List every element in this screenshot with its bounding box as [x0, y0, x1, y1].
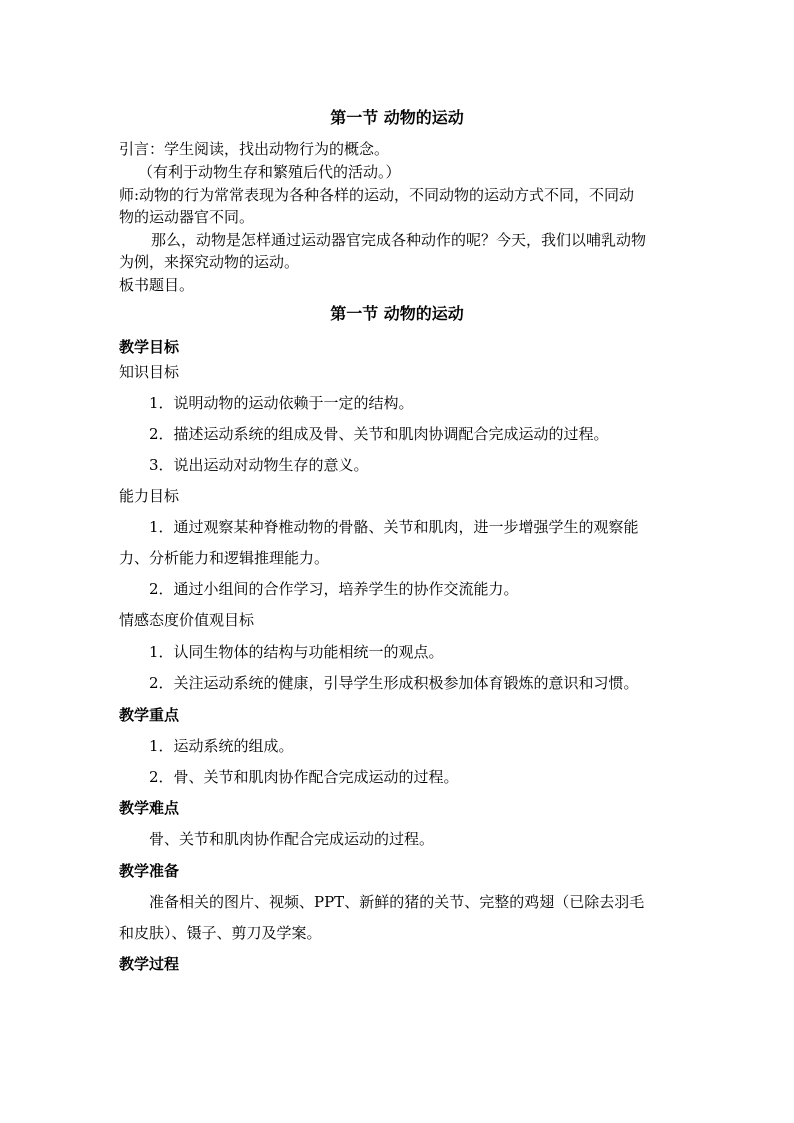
list-item-continuation: 力、分析能力和逻辑推理能力。 [119, 549, 330, 567]
intro-line: （有利于动物生存和繁殖后代的活动。） [138, 163, 401, 181]
intro-line: 引言：学生阅读，找出动物行为的概念。 [119, 140, 390, 158]
intro-line: 为例，来探究动物的运动。 [119, 253, 300, 271]
list-item: 1．通过观察某种脊椎动物的骨骼、关节和肌肉，进一步增强学生的观察能 [149, 518, 639, 536]
intro-line: 师:动物的行为常常表现为各种各样的运动，不同动物的运动方式不同，不同动 [119, 186, 635, 204]
preparation-line: 准备相关的图片、视频、PPT、新鲜的猪的关节、完整的鸡翅（已除去羽毛 [149, 893, 645, 911]
key-points-heading: 教学重点 [119, 706, 180, 724]
list-item: 1．认同生物体的结构与功能相统一的观点。 [149, 643, 444, 661]
intro-line: 物的运动器官不同。 [119, 208, 255, 226]
list-item: 3．说出运动对动物生存的意义。 [149, 456, 369, 474]
preparation-line: 和皮肤）、镊子、剪刀及学案。 [119, 924, 322, 942]
list-item: 1．运动系统的组成。 [149, 737, 294, 755]
list-item: 2．通过小组间的合作学习，培养学生的协作交流能力。 [149, 580, 519, 598]
process-heading: 教学过程 [119, 955, 180, 973]
intro-line: 那么，动物是怎样通过运动器官完成各种动作的呢？今天，我们以哺乳动物 [151, 231, 647, 249]
lesson-title: 第一节 动物的运动 [330, 108, 464, 127]
difficulty-text: 骨、关节和肌肉协作配合完成运动的过程。 [149, 830, 435, 848]
emotion-label: 情感态度价值观目标 [119, 611, 255, 629]
ability-label: 能力目标 [119, 487, 180, 505]
list-item: 1．说明动物的运动依赖于一定的结构。 [149, 394, 414, 412]
intro-line: 板书题目。 [119, 276, 195, 294]
difficulty-heading: 教学难点 [119, 799, 180, 817]
knowledge-label: 知识目标 [119, 363, 180, 381]
list-item: 2．关注运动系统的健康，引导学生形成积极参加体育锻炼的意识和习惯。 [149, 674, 639, 692]
goals-heading: 教学目标 [119, 338, 180, 356]
section-title: 第一节 动物的运动 [330, 304, 464, 323]
list-item: 2．描述运动系统的组成及骨、关节和肌肉协调配合完成运动的过程。 [149, 425, 609, 443]
list-item: 2．骨、关节和肌肉协作配合完成运动的过程。 [149, 768, 459, 786]
preparation-heading: 教学准备 [119, 862, 180, 880]
